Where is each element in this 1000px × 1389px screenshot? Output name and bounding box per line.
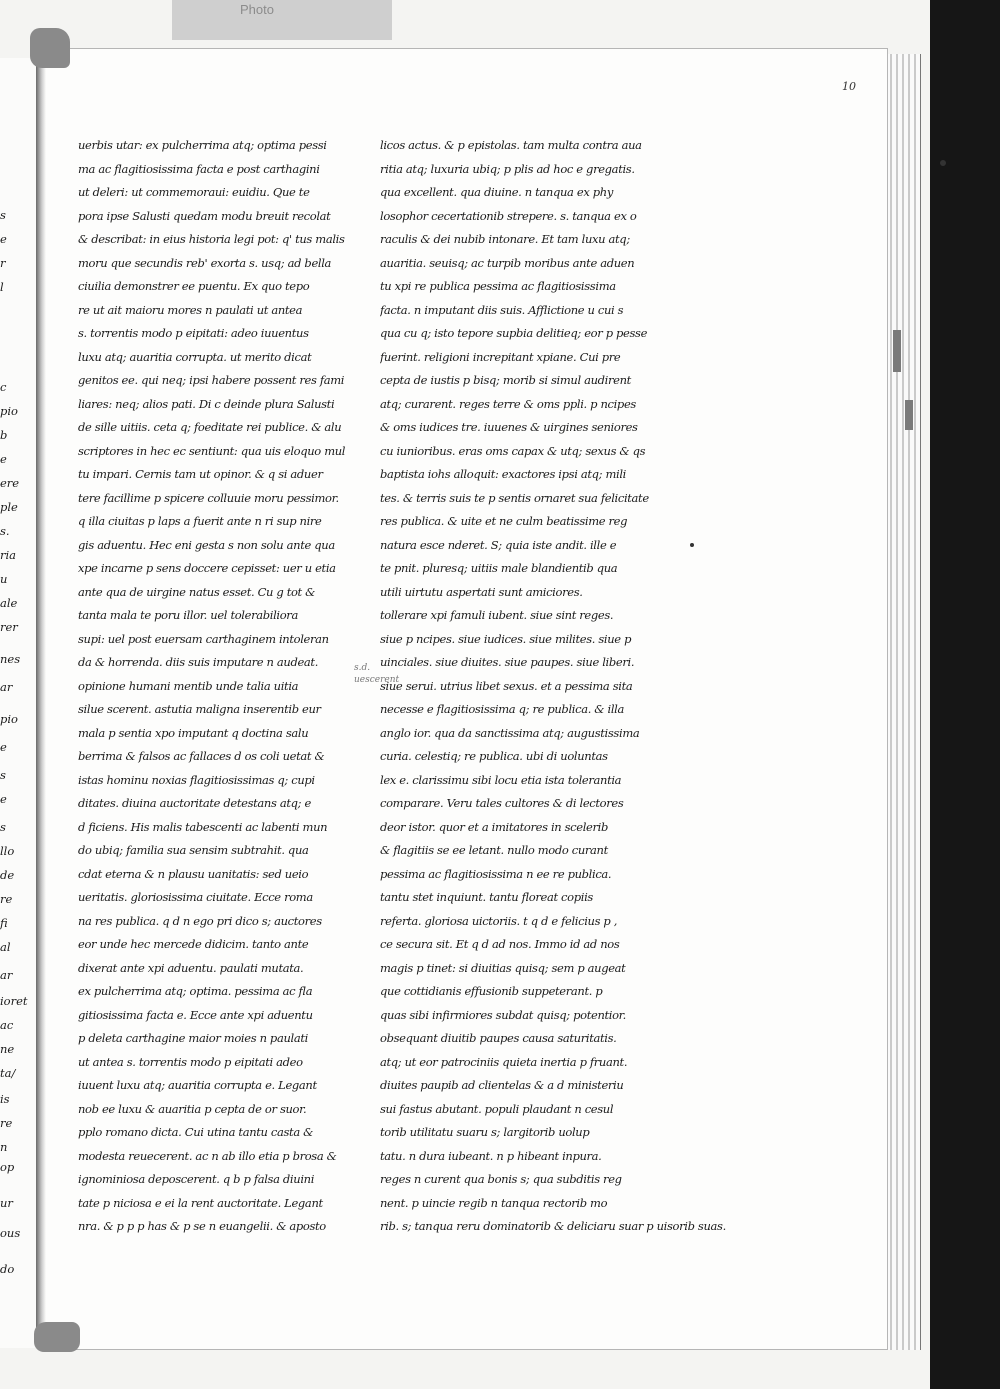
text-line: natura esce nderet. S; quia iste andit. ille e (380, 537, 617, 552)
left-page-fragment: n (0, 1140, 8, 1154)
text-line: quas sibi infirmiores subdat quisq; potentior. (380, 1007, 626, 1022)
text-line: ut deleri: ut commemoraui: euidiu. Que te (78, 185, 310, 199)
text-line: ma ac flagitiosissima facta e post carthagini (78, 161, 320, 176)
left-page-fragment: ar (0, 968, 13, 982)
marginal-note-line: uescerent (354, 675, 400, 685)
text-line: atq; ut eor patrociniis quieta inertia p fruant. (380, 1054, 628, 1069)
left-page-fragment: al (0, 940, 11, 954)
left-page-fragment: is (0, 1092, 10, 1106)
text-line: nob ee luxu & auaritia p cepta de or suor. (78, 1101, 307, 1116)
text-line: modesta reuecerent. ac n ab illo etia p brosa & (78, 1148, 337, 1163)
left-page-fragment: llo (0, 844, 15, 858)
left-page-fragment: op (0, 1160, 15, 1174)
text-line: da & horrenda. diis suis imputare n audeat. (78, 655, 319, 669)
left-page-fragment: s (0, 768, 6, 782)
left-page-fragment: ria (0, 548, 17, 562)
text-line: rib. s; tanqua reru dominatorib & deliciaru suar p uisorib suas. (380, 1219, 726, 1233)
photo-card (172, 0, 392, 40)
text-line: uinciales. siue diuites. siue paupes. siue liberi. (380, 655, 635, 669)
text-line: istas hominu noxias flagitiosissimas q; cupi (78, 772, 315, 787)
ink-spot (690, 543, 694, 547)
text-line: uerbis utar: ex pulcherrima atq; optima pessi (78, 138, 327, 152)
left-page-fragment: u (0, 572, 8, 586)
text-line: ueritatis. gloriosissima ciuitate. Ecce roma (78, 890, 313, 904)
text-line: sui fastus abutant. populi plaudant n cesul (380, 1101, 614, 1116)
text-line: te pnit. pluresq; uitiis male blandientib qua (380, 561, 618, 575)
text-line: ignominiosa deposcerent. q b p falsa diuini (78, 1172, 315, 1186)
left-page-fragment: c (0, 380, 7, 394)
text-line: referta. gloriosa uictoriis. t q d e felicius p , (380, 913, 618, 928)
text-line: cepta de iustis p bisq; morib si simul audirent (380, 373, 631, 387)
left-page-fragment: e (0, 740, 7, 754)
text-line: ce secura sit. Et q d ad nos. Immo id ad nos (380, 937, 620, 951)
text-line: deor istor. quor et a imitatores in scelerib (380, 819, 609, 834)
text-line: losophor cecertationib strepere. s. tanqua ex o (380, 208, 637, 223)
text-line: ciuilia demonstrer ee puentu. Ex quo tepo (78, 279, 310, 293)
text-line: scriptores in hec ec sentiunt: qua uis eloquo mul (78, 443, 346, 458)
binding-clip-top (30, 28, 70, 68)
left-page-fragment: rer (0, 620, 18, 634)
text-line: ex pulcherrima atq; optima. pessima ac fla (78, 984, 313, 998)
text-line: tollerare xpi famuli iubent. siue sint reges. (380, 608, 614, 622)
text-line: d ficiens. His malis tabescenti ac labenti mun (78, 819, 328, 834)
text-line: ante qua de uirgine natus esset. Cu g tot & (78, 584, 316, 599)
text-line: nra. & p p p has & p se n euangelii. & aposto (78, 1219, 326, 1233)
text-line: utili uirtutu aspertati sunt amiciores. (380, 584, 583, 599)
left-page-fragment: ar (0, 680, 13, 694)
left-page-fragment: s (0, 208, 6, 222)
text-line: res publica. & uite et ne culm beatissime reg (380, 514, 628, 528)
page-tab (905, 400, 913, 430)
text-line: cu iunioribus. eras oms capax & utq; sexus & qs (380, 443, 646, 458)
text-line: que cottidianis effusionib suppeterant. p (380, 984, 603, 998)
left-page-fragment: ale (0, 596, 18, 610)
left-page-fragment: do (0, 1262, 15, 1276)
text-line: & describat: in eius historia legi pot: q' tus malis (78, 232, 345, 246)
text-line: obsequant diuitib paupes causa saturitatis. (380, 1031, 617, 1045)
left-page-fragment: ous (0, 1226, 21, 1240)
text-line: berrima & falsos ac fallaces d os coli uetat & (78, 749, 325, 763)
left-page-fragment: ac (0, 1018, 14, 1032)
photo-label: Photo (240, 2, 274, 17)
text-line: tes. & terris suis te p sentis ornaret sua felicitate (380, 490, 649, 505)
text-line: diuites paupib ad clientelas & a d ministeriu (380, 1078, 624, 1092)
text-line: do ubiq; familia sua sensim subtrahit. qua (78, 843, 309, 857)
text-line: pplo romano dicta. Cui utina tantu casta & (78, 1125, 314, 1139)
left-page-fragment: ple (0, 500, 18, 514)
text-line: p deleta carthagine maior moies n paulati (78, 1031, 308, 1045)
text-line: tantu stet inquiunt. tantu floreat copiis (380, 890, 593, 904)
text-line: moru que secundis reb' exorta s. usq; ad bella (78, 255, 332, 270)
text-line: comparare. Veru tales cultores & di lectores (380, 796, 624, 810)
binding-clip-bottom (34, 1322, 80, 1352)
left-page-fragment: de (0, 868, 15, 882)
left-page-fragment: l (0, 280, 4, 294)
text-line: siue p ncipes. siue iudices. siue milites. siue p (380, 631, 632, 646)
text-line: dixerat ante xpi aduentu. paulati mutata. (78, 960, 304, 975)
text-line: ritia atq; luxuria ubiq; p plis ad hoc e gregatis. (380, 161, 635, 176)
text-line: reges n curent qua bonis s; qua subditis reg (380, 1172, 622, 1186)
text-line: opinione humani mentib unde talia uitia (78, 678, 299, 693)
text-line: silue scerent. astutia maligna inserentib eur (78, 702, 321, 716)
text-line: tu xpi re publica pessima ac flagitiosissima (380, 279, 616, 293)
text-line: na res publica. q d n ego pri dico s; auctores (78, 913, 322, 928)
marginal-note-line: s.d. (354, 663, 371, 673)
left-page-fragment: b (0, 428, 8, 442)
text-line: tanta mala te poru illor. uel tolerabiliora (78, 608, 298, 622)
text-line: gitiosissima facta e. Ecce ante xpi aduentu (78, 1007, 313, 1022)
folio-number: 10 (842, 80, 856, 93)
text-line: atq; curarent. reges terre & oms ppli. p ncipes (380, 396, 636, 411)
text-line: facta. n imputant diis suis. Afflictione u cui s (380, 302, 624, 317)
page-tab (893, 330, 901, 372)
text-line: cdat eterna & n plausu uanitatis: sed ueio (78, 866, 309, 881)
text-line: curia. celestiq; re publica. ubi di uoluntas (380, 749, 608, 763)
left-page-fragment: ioret (0, 994, 28, 1008)
left-page-fragment: s (0, 820, 6, 834)
left-page-fragment: nes (0, 652, 21, 666)
text-line: fuerint. religioni increpitant xpiane. Cui pre (380, 349, 621, 364)
text-line: & flagitiis se ee letant. nullo modo curant (380, 843, 608, 857)
text-line: siue serui. utrius libet sexus. et a pessima sita (380, 678, 633, 693)
text-line: magis p tinet: si diuitias quisq; sem p augeat (380, 960, 626, 975)
text-line: luxu atq; auaritia corrupta. ut merito dicat (78, 349, 312, 364)
left-page-fragment: e (0, 792, 7, 806)
text-line: tatu. n dura iubeant. n p hibeant inpura. (380, 1148, 602, 1163)
text-line: pessima ac flagitiosissima n ee re publica. (380, 866, 612, 881)
text-line: iuuent luxu atq; auaritia corrupta e. Legant (78, 1078, 317, 1092)
text-line: xpe incarne p sens doccere cepisset: uer u etia (78, 561, 336, 575)
left-page-fragment: pio (0, 712, 18, 726)
text-line: tu impari. Cernis tam ut opinor. & q si aduer (78, 467, 323, 481)
text-line: eor unde hec mercede didicim. tanto ante (78, 937, 309, 951)
text-line: licos actus. & p epistolas. tam multa contra aua (380, 138, 642, 152)
text-line: torib utilitatu suaru s; largitorib uolup (380, 1125, 590, 1139)
text-line: & oms iudices tre. iuuenes & uirgines seniores (380, 420, 638, 434)
text-line: necesse e flagitiosissima q; re publica. & illa (380, 702, 624, 716)
text-line: ditates. diuina auctoritate detestans atq; e (78, 796, 311, 810)
ink-spot (940, 160, 946, 166)
left-page-fragment: ere (0, 476, 20, 490)
text-line: auaritia. seuisq; ac turpib moribus ante aduen (380, 255, 635, 270)
text-line: liares: neq; alios pati. Di c deinde plura Salusti (78, 396, 335, 411)
text-line: nent. p uincie regib n tanqua rectorib mo (380, 1195, 608, 1210)
text-line: de sille uitiis. ceta q; foeditate rei publice. & alu (78, 420, 342, 434)
text-line: ut antea s. torrentis modo p eipitati adeo (78, 1054, 303, 1069)
text-line: pora ipse Salusti quedam modu breuit recolat (78, 208, 331, 223)
left-page-fragment: r (0, 256, 6, 270)
text-line: q illa ciuitas p laps a fuerit ante n ri sup nire (78, 514, 322, 528)
left-page-fragment: e (0, 232, 7, 246)
text-line: qua excellent. qua diuine. n tanqua ex phy (380, 185, 613, 199)
left-page-fragment: re (0, 1116, 13, 1130)
text-line: re ut ait maioru mores n paulati ut antea (78, 302, 303, 317)
text-line: s. torrentis modo p eipitati: adeo iuuentus (78, 326, 309, 340)
text-column-left (78, 134, 356, 1239)
left-page-fragment: re (0, 892, 13, 906)
text-line: gis aduentu. Hec eni gesta s non solu ante qua (78, 537, 335, 552)
left-page-fragment: pio (0, 404, 18, 418)
text-line: genitos ee. qui neq; ipsi habere possent res fami (78, 373, 345, 387)
binding-gutter (36, 60, 46, 1340)
left-page-fragment: fi (0, 916, 8, 930)
left-page-fragment: ta/ (0, 1066, 16, 1080)
text-line: tate p niciosa e ei la rent auctoritate. Legant (78, 1195, 323, 1210)
text-line: qua cu q; isto tepore supbia delitieq; eor p pesse (380, 326, 648, 340)
text-line: lex e. clarissimu sibi locu etia ista tolerantia (380, 772, 622, 787)
left-page-fragment: ne (0, 1042, 15, 1056)
text-line: tere facillime p spicere colluuie moru pessimor. (78, 490, 339, 505)
left-page-fragment: e (0, 452, 7, 466)
text-line: mala p sentia xpo imputant q doctina salu (78, 725, 309, 740)
marginal-note (354, 662, 399, 686)
text-line: anglo ior. qua da sanctissima atq; augustissima (380, 725, 640, 740)
left-page-fragment: s. (0, 524, 10, 538)
text-line: raculis & dei nubib intonare. Et tam luxu atq; (380, 232, 630, 246)
left-page-fragment: ur (0, 1196, 13, 1210)
text-column-right (380, 134, 726, 1239)
text-line: supi: uel post euersam carthaginem intoleran (78, 631, 329, 646)
text-line: baptista iohs alloquit: exactores ipsi atq; mili (380, 467, 626, 481)
